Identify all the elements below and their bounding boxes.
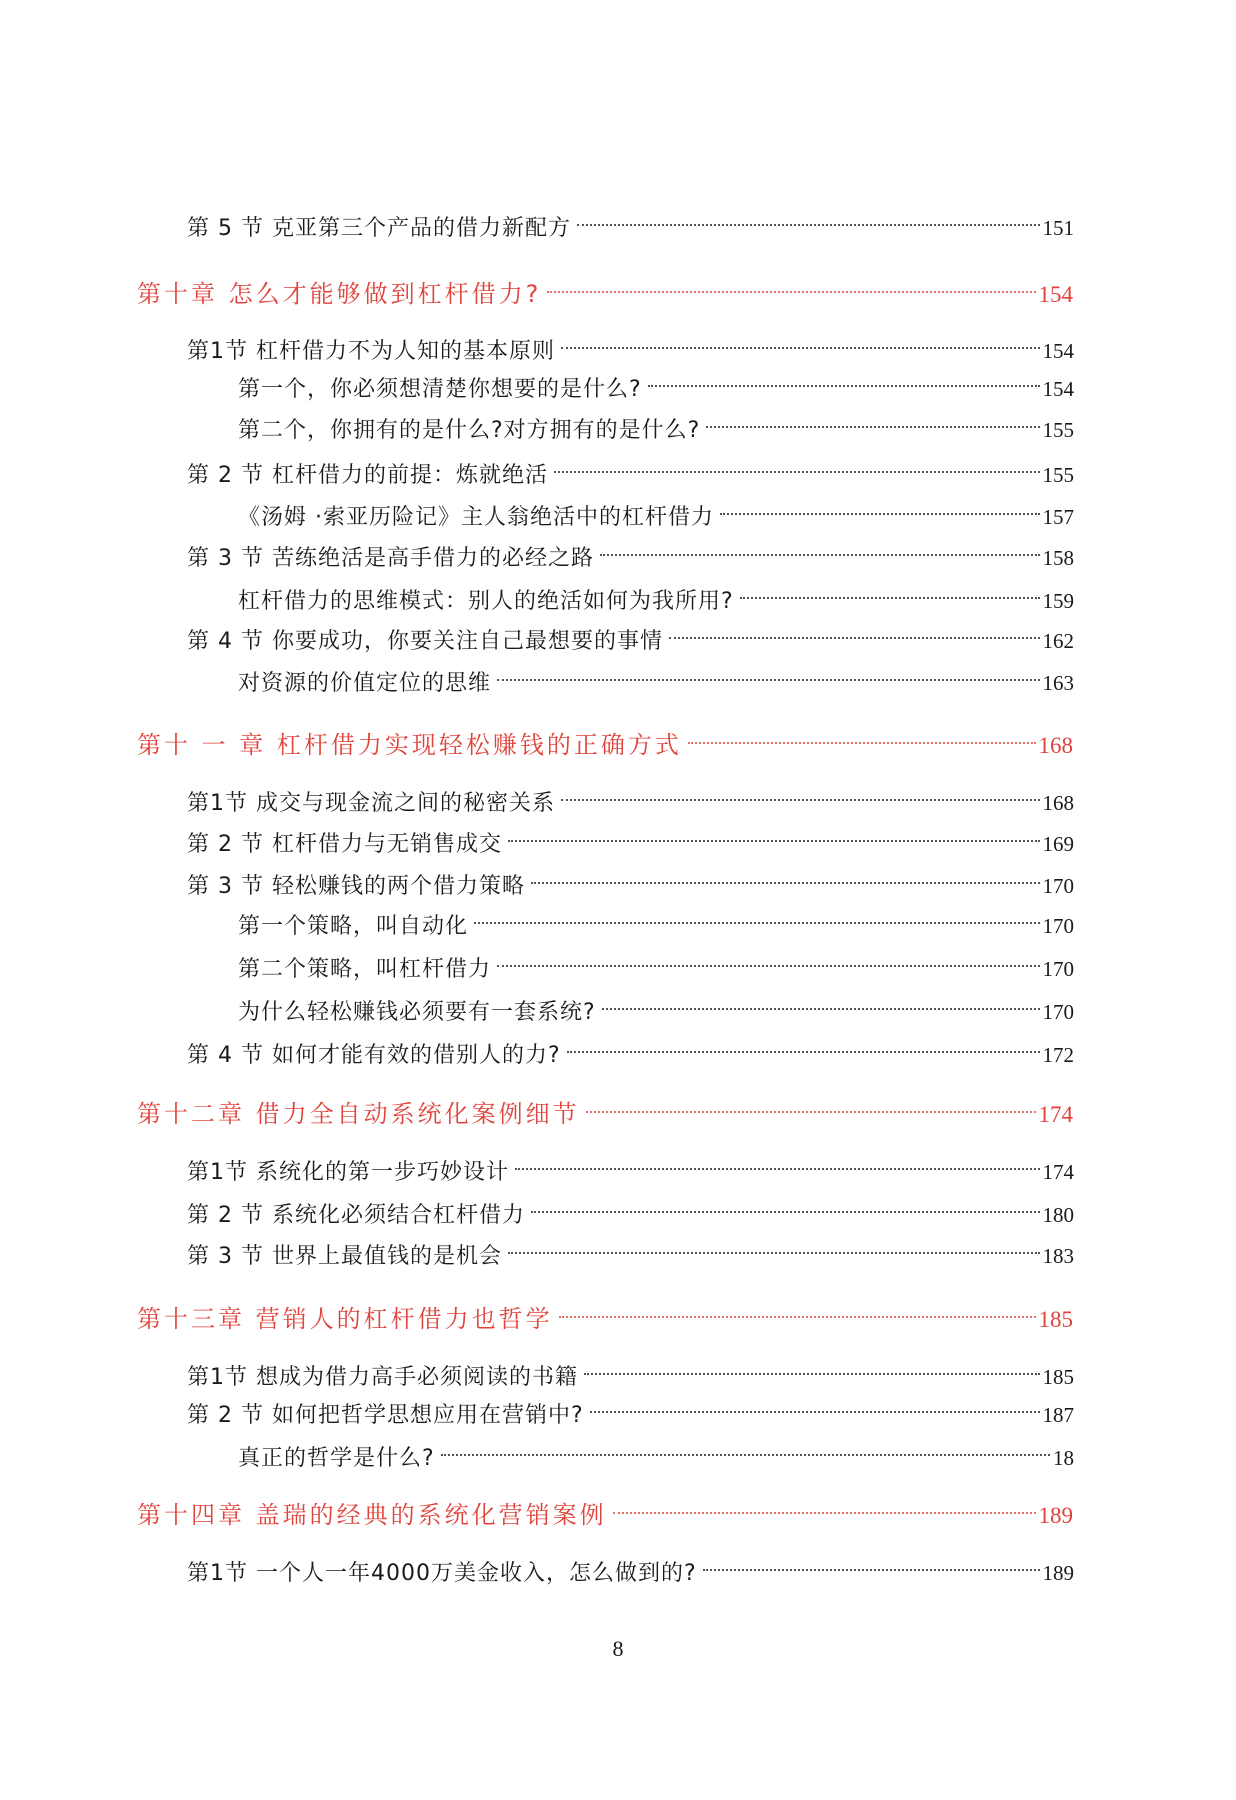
toc-chapter-row[interactable] [137, 1489, 1073, 1529]
toc-subsection-row[interactable] [238, 656, 1074, 696]
toc-section-row[interactable] [187, 1546, 1074, 1586]
toc-entry-label: 第 2 节 杠杆借力与无销售成交 [187, 832, 502, 857]
toc-entry-label: 第二个，你拥有的是什么?对方拥有的是什么? [238, 418, 701, 443]
toc-page-number: 168 [1042, 791, 1074, 815]
toc-page-number: 169 [1042, 832, 1074, 856]
dot-leader [586, 1088, 1036, 1122]
toc-page-number: 163 [1042, 671, 1074, 695]
toc-page-number: 189 [1038, 1503, 1073, 1528]
dot-leader [648, 362, 1040, 396]
dot-leader [600, 531, 1040, 565]
dot-leader [441, 1431, 1050, 1465]
toc-subsection-row[interactable] [238, 362, 1074, 402]
toc-section-row[interactable] [187, 531, 1074, 571]
toc-page-number: 180 [1042, 1203, 1074, 1227]
toc-page-number: 185 [1038, 1307, 1073, 1332]
toc-page-number: 159 [1042, 589, 1074, 613]
toc-page-number: 18 [1053, 1446, 1074, 1470]
toc-chapter-row[interactable] [137, 1293, 1073, 1333]
toc-chapter-row[interactable] [137, 268, 1073, 308]
dot-leader [602, 985, 1040, 1019]
toc-entry-label: 第 3 节 轻松赚钱的两个借力策略 [187, 874, 525, 899]
dot-leader [688, 719, 1036, 753]
toc-entry-label: 第1节 一个人一年4000万美金收入，怎么做到的? [187, 1561, 697, 1586]
dot-leader [561, 776, 1040, 810]
toc-entry-label: 真正的哲学是什么? [238, 1446, 435, 1471]
toc-subsection-row[interactable] [238, 1431, 1074, 1471]
dot-leader [559, 1293, 1036, 1327]
toc-entry-label: 第 5 节 克亚第三个产品的借力新配方 [187, 216, 571, 241]
toc-subsection-row[interactable] [238, 490, 1074, 530]
toc-page-number: 151 [1042, 216, 1074, 240]
dot-leader [740, 574, 1040, 608]
dot-leader [577, 201, 1040, 235]
toc-page-number: 154 [1038, 282, 1073, 307]
toc-section-row[interactable] [187, 1145, 1074, 1185]
toc-chapter-row[interactable] [137, 719, 1073, 759]
toc-page-number: 170 [1042, 874, 1074, 898]
dot-leader [669, 614, 1040, 648]
toc-page-number: 170 [1042, 1000, 1074, 1024]
toc-page-number: 172 [1042, 1043, 1074, 1067]
toc-page-number: 170 [1042, 914, 1074, 938]
toc-subsection-row[interactable] [238, 574, 1074, 614]
toc-section-row[interactable] [187, 776, 1074, 816]
toc-entry-label: 第1节 系统化的第一步巧妙设计 [187, 1160, 509, 1185]
toc-page-number: 189 [1042, 1561, 1074, 1585]
toc-chapter-title: 第十 一 章 杠杆借力实现轻松赚钱的正确方式 [137, 731, 682, 759]
dot-leader [703, 1546, 1040, 1580]
toc-page-number: 185 [1042, 1365, 1074, 1389]
toc-subsection-row[interactable] [238, 942, 1074, 982]
dot-leader [720, 490, 1040, 524]
toc-page-number: 154 [1042, 377, 1074, 401]
toc-section-row[interactable] [187, 1229, 1074, 1269]
toc-page-number: 155 [1042, 463, 1074, 487]
toc-subsection-row[interactable] [238, 985, 1074, 1025]
toc-page-number: 187 [1042, 1403, 1074, 1427]
toc-subsection-row[interactable] [238, 899, 1074, 939]
toc-entry-label: 为什么轻松赚钱必须要有一套系统? [238, 1000, 596, 1025]
toc-entry-label: 第1节 杠杆借力不为人知的基本原则 [187, 339, 555, 364]
dot-leader [497, 942, 1039, 976]
toc-section-row[interactable] [187, 201, 1074, 241]
dot-leader [531, 1188, 1040, 1222]
toc-entry-label: 杠杆借力的思维模式：别人的绝活如何为我所用? [238, 589, 734, 614]
dot-leader [706, 403, 1039, 437]
dot-leader [515, 1145, 1040, 1179]
dot-leader [497, 656, 1039, 690]
dot-leader [531, 859, 1040, 893]
toc-section-row[interactable] [187, 448, 1074, 488]
toc-page-number: 154 [1042, 339, 1074, 363]
toc-section-row[interactable] [187, 324, 1074, 364]
toc-page-number: 157 [1042, 505, 1074, 529]
toc-entry-label: 第 2 节 杠杆借力的前提：炼就绝活 [187, 463, 548, 488]
toc-entry-label: 第 4 节 你要成功，你要关注自己最想要的事情 [187, 629, 663, 654]
toc-entry-label: 第一个策略，叫自动化 [238, 914, 469, 939]
toc-page-number: 155 [1042, 418, 1074, 442]
toc-chapter-title: 第十章 怎么才能够做到杠杆借力? [137, 280, 542, 308]
toc-entry-label: 第 4 节 如何才能有效的借别人的力? [187, 1043, 561, 1068]
toc-section-row[interactable] [187, 1188, 1074, 1228]
toc-subsection-row[interactable] [238, 403, 1074, 443]
toc-page-number: 158 [1042, 546, 1074, 570]
toc-page-number: 183 [1042, 1244, 1074, 1268]
dot-leader [554, 448, 1040, 482]
toc-page-number: 162 [1042, 629, 1074, 653]
toc-entry-label: 对资源的价值定位的思维 [238, 671, 492, 696]
toc-page-number: 174 [1038, 1102, 1073, 1127]
dot-leader [590, 1388, 1040, 1422]
toc-entry-label: 第二个策略，叫杠杆借力 [238, 957, 492, 982]
toc-entry-label: 第 2 节 如何把哲学思想应用在营销中? [187, 1403, 584, 1428]
toc-section-row[interactable] [187, 817, 1074, 857]
dot-leader [561, 324, 1040, 358]
footer-page-number: 8 [612, 1636, 624, 1661]
toc-section-row[interactable] [187, 614, 1074, 654]
dot-leader [508, 817, 1040, 851]
toc-page-number: 174 [1042, 1160, 1074, 1184]
toc-chapter-title: 第十三章 营销人的杠杆借力也哲学 [137, 1305, 553, 1333]
toc-chapter-title: 第十四章 盖瑞的经典的系统化营销案例 [137, 1501, 607, 1529]
toc-section-row[interactable] [187, 859, 1074, 899]
toc-chapter-title: 第十二章 借力全自动系统化案例细节 [137, 1100, 580, 1128]
toc-page-number: 170 [1042, 957, 1074, 981]
toc-chapter-row[interactable] [137, 1088, 1073, 1128]
toc-entry-label: 第 3 节 苦练绝活是高手借力的必经之路 [187, 546, 594, 571]
toc-entry-label: 第一个，你必须想清楚你想要的是什么? [238, 377, 642, 402]
toc-section-row[interactable] [187, 1388, 1074, 1428]
dot-leader [508, 1229, 1040, 1263]
dot-leader [584, 1350, 1040, 1384]
toc-entry-label: 第1节 成交与现金流之间的秘密关系 [187, 791, 555, 816]
dot-leader [547, 268, 1035, 302]
toc-entry-label: 第 3 节 世界上最值钱的是机会 [187, 1244, 502, 1269]
toc-section-row[interactable] [187, 1028, 1074, 1068]
dot-leader [474, 899, 1039, 933]
dot-leader [613, 1489, 1036, 1523]
dot-leader [567, 1028, 1040, 1062]
toc-section-row[interactable] [187, 1350, 1074, 1390]
toc-entry-label: 第 2 节 系统化必须结合杠杆借力 [187, 1203, 525, 1228]
toc-entry-label: 第1节 想成为借力高手必须阅读的书籍 [187, 1365, 578, 1390]
toc-entry-label: 《汤姆 ·索亚历险记》主人翁绝活中的杠杆借力 [238, 505, 714, 530]
toc-page-number: 168 [1038, 733, 1073, 758]
